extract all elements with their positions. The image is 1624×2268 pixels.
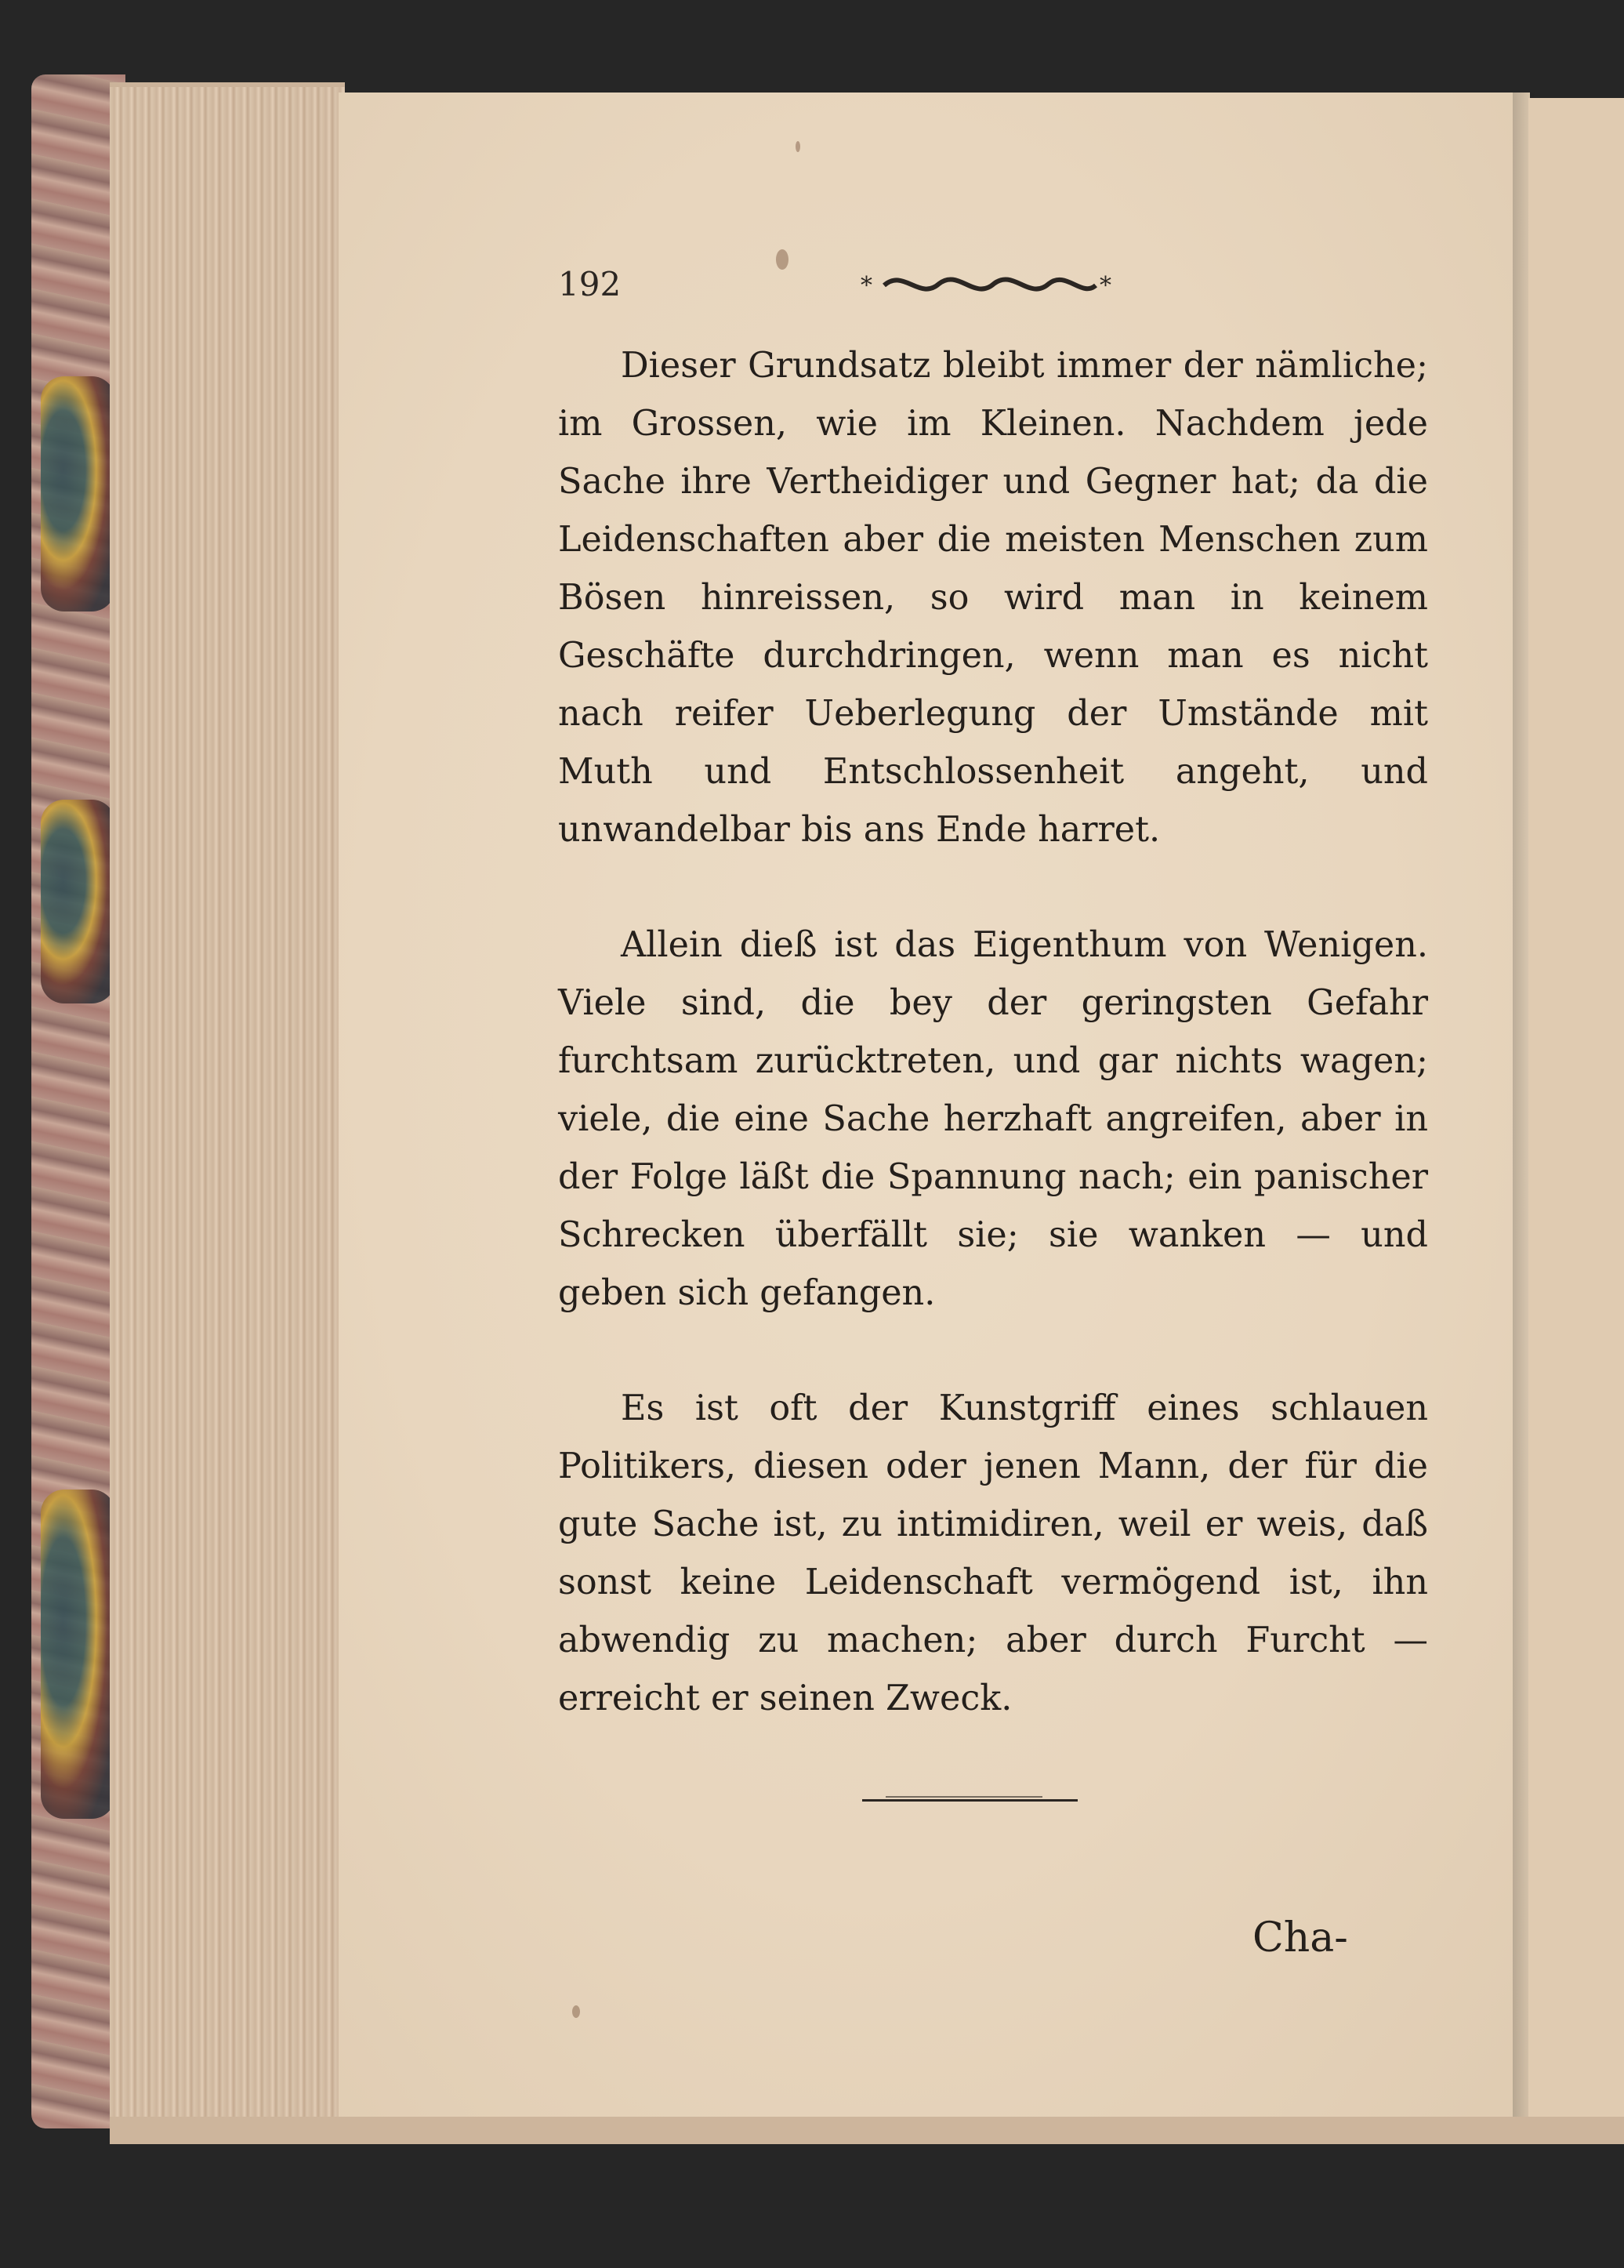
bottom-page-edge xyxy=(110,2117,1624,2144)
marble-pattern-icon xyxy=(41,376,115,611)
paper-stain xyxy=(572,2005,580,2018)
page-edges xyxy=(110,82,345,2125)
body-text xyxy=(558,337,1428,1728)
marble-pattern-icon xyxy=(41,800,115,1003)
marble-pattern-icon xyxy=(41,1490,115,1819)
paper-stain xyxy=(796,141,800,152)
catchword: Cha- xyxy=(1252,1914,1348,1961)
paragraph: Es ist oft der Kunstgriff eines schlauen Politikers, diesen oder jenen Mann, der für die gute Sache ist, zu intimidiren, weil er weis, daß sonst keine Leidenschaft vermögend ist, ihn abwendig zu machen; aber durch Furcht — erreicht er seinen Zweck. xyxy=(558,1388,1428,1718)
facing-page-edge xyxy=(1528,98,1624,2136)
paper-stain xyxy=(776,249,788,270)
svg-text:*: * xyxy=(1100,272,1111,299)
ornament-swash-icon xyxy=(861,267,1119,303)
paragraph: Allein dieß ist das Eigenthum von Wenigen. Viele sind, die bey der geringsten Gefahr furchtsam zurücktreten, und gar nichts wagen; viele, die eine Sache herzhaft angreifen, aber in der Folge läßt die Spannung nach; ein panischer Schrecken überfällt sie; sie wanken — und geben sich gefangen. xyxy=(558,925,1428,1313)
horizontal-rule-icon xyxy=(862,1795,1078,1805)
page-number: 192 xyxy=(558,265,622,303)
svg-text:*: * xyxy=(861,272,872,299)
paragraph: Dieser Grundsatz bleibt immer der nämliche; im Grossen, wie im Kleinen. Nachdem jede Sache ihre Vertheidiger und Gegner hat; da die Leidenschaften aber die meisten Menschen zum Bösen hinreissen, so wird man in keinem Geschäfte durchdringen, wenn man es nicht nach reifer Ueberlegung der Umstände mit Muth und Entschlossenheit angeht, und unwandelbar bis ans Ende harret. xyxy=(558,346,1428,850)
